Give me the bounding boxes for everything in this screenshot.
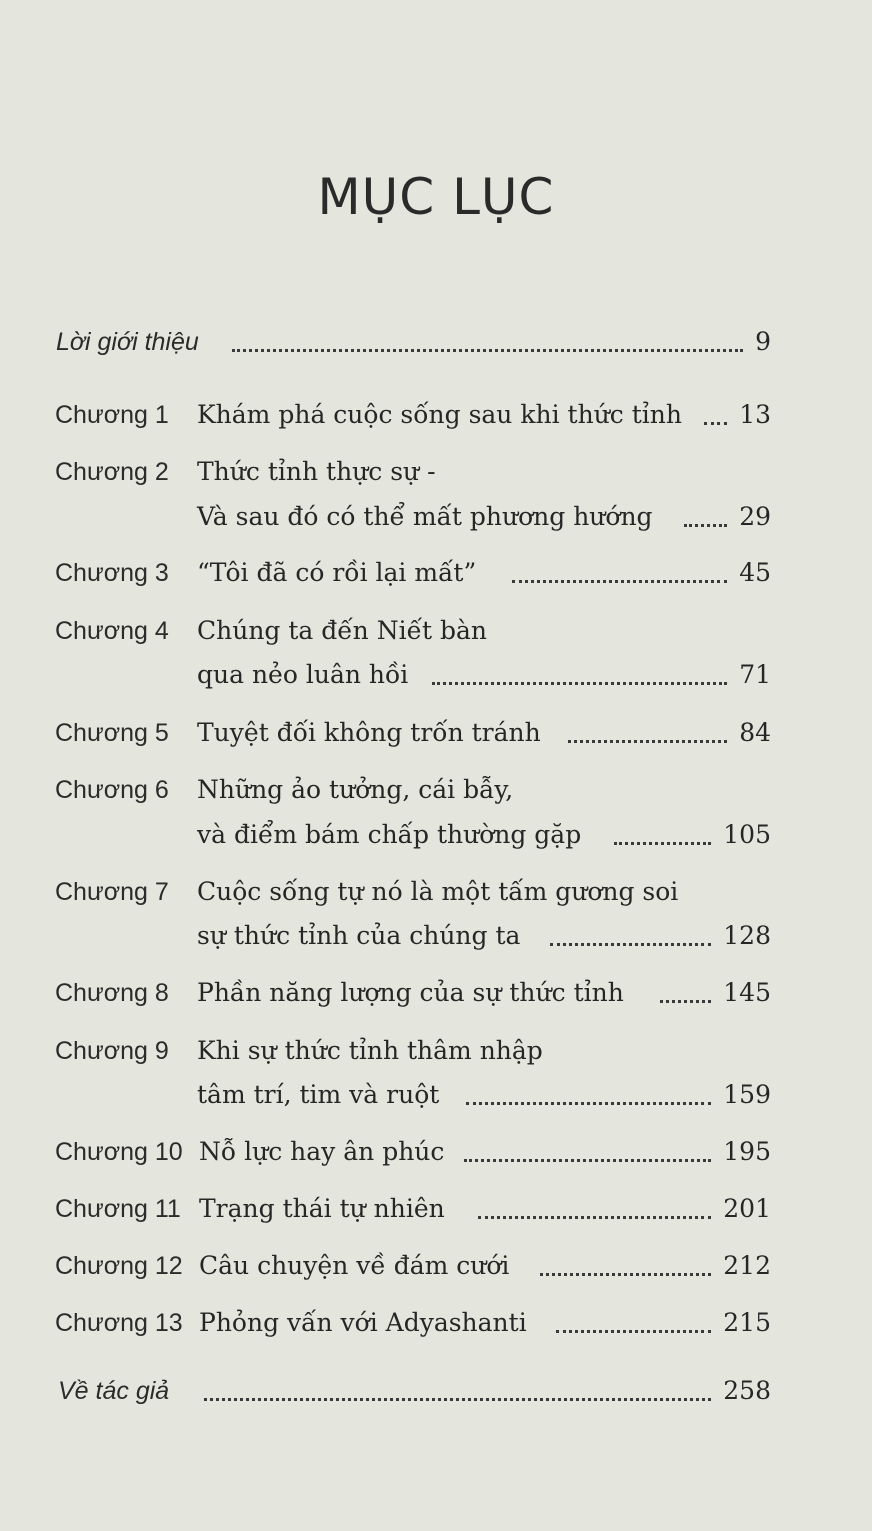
toc-entry-chapter-7-cont (0, 916, 872, 956)
chapter-title-line-2: sự thức tỉnh của chúng ta (197, 921, 521, 950)
page-number: 195 (723, 1137, 771, 1166)
chapter-label: Chương 2 (55, 458, 169, 486)
page-number: 84 (739, 718, 771, 747)
toc-entry-about-author (0, 1371, 872, 1411)
chapter-title: Phần năng lượng của sự thức tỉnh (197, 978, 624, 1007)
toc-entry-chapter-9-cont (0, 1075, 872, 1115)
dot-leader (478, 1216, 711, 1219)
entry-label: Về tác giả (58, 1377, 170, 1405)
toc-entry-chapter-4 (0, 611, 872, 651)
toc-entry-chapter-5 (0, 713, 872, 753)
chapter-label: Chương 4 (55, 617, 169, 645)
dot-leader (204, 1398, 711, 1401)
dot-leader (704, 422, 727, 425)
dot-leader (556, 1330, 711, 1333)
toc-entry-chapter-4-cont (0, 655, 872, 695)
dot-leader (232, 349, 743, 352)
page-number: 9 (755, 327, 771, 356)
chapter-title: Trạng thái tự nhiên (199, 1194, 445, 1223)
chapter-title: Nỗ lực hay ân phúc (199, 1137, 445, 1166)
dot-leader (660, 1000, 711, 1003)
toc-entry-chapter-7 (0, 872, 872, 912)
dot-leader (464, 1159, 711, 1162)
dot-leader (540, 1273, 711, 1276)
chapter-label: Chương 7 (55, 878, 169, 906)
toc-entry-chapter-8 (0, 973, 872, 1013)
chapter-title-line-2: qua nẻo luân hồi (197, 660, 409, 689)
chapter-label: Chương 5 (55, 719, 169, 747)
page-number: 145 (723, 978, 771, 1007)
chapter-label: Chương 8 (55, 979, 169, 1007)
toc-entry-chapter-6-cont (0, 815, 872, 855)
chapter-label: Chương 3 (55, 559, 169, 587)
toc-entry-chapter-12 (0, 1246, 872, 1286)
toc-entry-chapter-2-cont (0, 497, 872, 537)
chapter-title-line-1: Những ảo tưởng, cái bẫy, (197, 775, 514, 804)
page-number: 201 (723, 1194, 771, 1223)
toc-entry-chapter-3 (0, 553, 872, 593)
toc-entry-chapter-13 (0, 1303, 872, 1343)
toc-entry-chapter-10 (0, 1132, 872, 1172)
chapter-title-line-1: Khi sự thức tỉnh thâm nhập (197, 1036, 543, 1065)
toc-entry-chapter-11 (0, 1189, 872, 1229)
chapter-label: Chương 11 (55, 1195, 181, 1223)
toc-entry-chapter-9 (0, 1031, 872, 1071)
dot-leader (466, 1102, 711, 1105)
chapter-title-line-2: tâm trí, tim và ruột (197, 1080, 440, 1109)
chapter-title-line-1: Cuộc sống tự nó là một tấm gương soi (197, 877, 679, 906)
chapter-label: Chương 10 (55, 1138, 183, 1166)
chapter-title: “Tôi đã có rồi lại mất” (197, 558, 477, 587)
chapter-label: Chương 13 (55, 1309, 183, 1337)
page-number: 105 (723, 820, 771, 849)
dot-leader (684, 524, 727, 527)
entry-label: Lời giới thiệu (56, 328, 199, 356)
chapter-title-line-1: Thức tỉnh thực sự - (197, 457, 436, 486)
chapter-title-line-1: Chúng ta đến Niết bàn (197, 616, 487, 645)
chapter-title: Phỏng vấn với Adyashanti (199, 1308, 527, 1337)
chapter-label: Chương 9 (55, 1037, 169, 1065)
page-number: 258 (723, 1376, 771, 1405)
page-number: 29 (739, 502, 771, 531)
dot-leader (512, 580, 727, 583)
page-number: 45 (739, 558, 771, 587)
chapter-title: Tuyệt đối không trốn tránh (197, 718, 541, 747)
chapter-label: Chương 1 (55, 401, 169, 429)
page-number: 128 (723, 921, 771, 950)
chapter-title-line-2: Và sau đó có thể mất phương hướng (197, 502, 653, 531)
page-number: 159 (723, 1080, 771, 1109)
toc-entry-chapter-6 (0, 770, 872, 810)
chapter-label: Chương 12 (55, 1252, 183, 1280)
page-number: 71 (739, 660, 771, 689)
page-title: MỤC LỤC (317, 168, 555, 226)
dot-leader (550, 943, 711, 946)
toc-entry-chapter-2 (0, 452, 872, 492)
chapter-title: Khám phá cuộc sống sau khi thức tỉnh (197, 400, 682, 429)
dot-leader (432, 682, 727, 685)
chapter-label: Chương 6 (55, 776, 169, 804)
page-number: 215 (723, 1308, 771, 1337)
chapter-title: Câu chuyện về đám cưới (199, 1251, 510, 1280)
dot-leader (614, 842, 711, 845)
page-number: 212 (723, 1251, 771, 1280)
chapter-title-line-2: và điểm bám chấp thường gặp (197, 820, 582, 849)
toc-entry-intro (0, 322, 872, 362)
page-number: 13 (739, 400, 771, 429)
dot-leader (568, 740, 727, 743)
toc-entry-chapter-1 (0, 395, 872, 435)
